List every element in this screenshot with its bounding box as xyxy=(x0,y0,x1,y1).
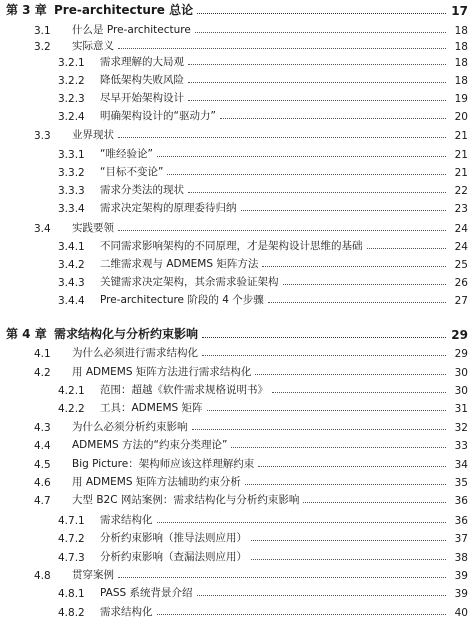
toc-subsection-line xyxy=(0,199,474,215)
toc-entry-title: Pre-architecture 总论 xyxy=(54,3,194,17)
toc-entry-page-number: 21 xyxy=(454,167,468,179)
toc-entry-title: 需求决定架构的原理委待归纳 xyxy=(100,202,237,214)
dot-leader xyxy=(157,156,446,157)
toc-subsection-line xyxy=(0,255,474,271)
toc-entry-number: 3.3.3 xyxy=(58,185,85,197)
toc-entry-page-number: 33 xyxy=(454,440,468,452)
toc-entry-page-number: 24 xyxy=(454,241,468,253)
dot-leader xyxy=(272,392,446,393)
dot-leader xyxy=(157,614,447,615)
toc-entry-page-number: 22 xyxy=(454,185,468,197)
toc-entry-title: 什么是 Pre-architecture xyxy=(72,24,191,36)
toc-entry-page-number: 37 xyxy=(454,533,468,545)
toc-entry-title: 贯穿案例 xyxy=(72,569,114,581)
toc-section-line xyxy=(0,21,474,37)
toc-entry-page-number: 24 xyxy=(454,223,468,235)
dot-leader xyxy=(188,192,446,193)
toc-entry-number: 3.3.1 xyxy=(58,149,85,161)
toc-entry-number: 4.5 xyxy=(34,459,51,471)
toc-entry-title: Big Picture：架构师应该这样理解约束 xyxy=(72,458,255,470)
toc-entry-title: 大型 B2C 网站案例：需求结构化与分析约束影响 xyxy=(72,494,300,506)
dot-leader xyxy=(255,374,446,375)
toc-entry-title: ADMEMS 方法的“约束分类理论” xyxy=(72,439,228,451)
toc-entry-number: 3.3.2 xyxy=(58,167,85,179)
toc-subsection-line xyxy=(0,181,474,197)
dot-leader xyxy=(283,284,447,285)
toc-section-line xyxy=(0,473,474,489)
toc-entry-title: 业界现状 xyxy=(72,129,114,141)
toc-subsection-line xyxy=(0,89,474,105)
dot-leader xyxy=(245,484,446,485)
toc-entry-number: 4.8.1 xyxy=(58,588,85,600)
dot-leader xyxy=(231,447,446,448)
toc-entry-page-number: 39 xyxy=(454,588,468,600)
dot-leader xyxy=(188,100,446,101)
dot-leader xyxy=(157,522,447,523)
toc-entry-page-number: 35 xyxy=(454,477,468,489)
dot-leader xyxy=(188,82,446,83)
toc-entry-title: 尽早开始架构设计 xyxy=(100,92,184,104)
toc-entry-page-number: 23 xyxy=(454,203,468,215)
toc-entry-title: 需求结构化与分析约束影响 xyxy=(54,327,199,341)
dot-leader xyxy=(167,174,446,175)
toc-entry-number: 3.2.2 xyxy=(58,75,85,87)
toc-entry-page-number: 36 xyxy=(454,515,468,527)
dot-leader xyxy=(258,466,446,467)
toc-entry-page-number: 27 xyxy=(454,295,468,307)
toc-entry-page-number: 38 xyxy=(454,552,468,564)
dot-leader xyxy=(303,502,446,503)
toc-subsection-line xyxy=(0,529,474,545)
toc-section-line xyxy=(0,436,474,452)
toc-subsection-line xyxy=(0,163,474,179)
toc-entry-page-number: 29 xyxy=(454,348,468,360)
toc-entry-number: 第 4 章 xyxy=(6,327,47,341)
toc-entry-number: 3.4.3 xyxy=(58,277,85,289)
dot-leader xyxy=(197,595,446,596)
toc-entry-page-number: 29 xyxy=(451,328,468,342)
toc-entry-number: 4.6 xyxy=(34,477,51,489)
toc-entry-title: 不同需求影响架构的不同原理，才是架构设计思维的基础 xyxy=(100,240,363,252)
toc-section-line xyxy=(0,491,474,507)
toc-entry-number: 4.7.2 xyxy=(58,533,85,545)
toc-subsection-line xyxy=(0,548,474,564)
toc-entry-title: 二维需求观与 ADMEMS 矩阵方法 xyxy=(100,258,259,270)
toc-entry-page-number: 25 xyxy=(454,259,468,271)
toc-entry-title: 范围：超越《软件需求规格说明书》 xyxy=(100,384,268,396)
toc-entry-number: 3.3 xyxy=(34,130,51,142)
toc-entry-title: 为什么必须分析约束影响 xyxy=(72,421,188,433)
toc-entry-title: “目标不变论” xyxy=(100,166,164,178)
toc-section-line xyxy=(0,219,474,235)
toc-entry-title: “唯经验论” xyxy=(100,148,153,160)
toc-entry-title: 需求结构化 xyxy=(100,606,153,618)
dot-leader xyxy=(220,118,446,119)
dot-leader xyxy=(251,559,446,560)
toc-subsection-line xyxy=(0,53,474,69)
toc-subsection-line xyxy=(0,584,474,600)
toc-entry-title: 用 ADMEMS 矩阵方法辅助约束分析 xyxy=(72,476,241,488)
dot-leader xyxy=(202,337,446,338)
toc-entry-title: 为什么必须进行需求结构化 xyxy=(72,347,198,359)
toc-entry-number: 3.4.1 xyxy=(58,241,85,253)
dot-leader xyxy=(207,410,446,411)
toc-entry-title: 工具：ADMEMS 矩阵 xyxy=(100,402,203,414)
toc-subsection-line xyxy=(0,107,474,123)
toc-entry-number: 4.3 xyxy=(34,422,51,434)
toc-entry-title: 实践要领 xyxy=(72,222,114,234)
dot-leader xyxy=(262,266,446,267)
toc-subsection-line xyxy=(0,145,474,161)
toc-section-line xyxy=(0,455,474,471)
toc-section-line xyxy=(0,126,474,142)
toc-subsection-line xyxy=(0,603,474,619)
toc-section-line xyxy=(0,363,474,379)
dot-leader xyxy=(251,540,446,541)
dot-leader xyxy=(118,137,446,138)
dot-leader xyxy=(195,32,446,33)
toc-entry-page-number: 26 xyxy=(454,277,468,289)
toc-entry-page-number: 36 xyxy=(454,495,468,507)
toc-entry-title: 关键需求决定架构，其余需求验证架构 xyxy=(100,276,279,288)
toc-entry-number: 4.1 xyxy=(34,348,51,360)
toc-entry-number: 3.2 xyxy=(34,41,51,53)
toc-entry-page-number: 18 xyxy=(454,75,468,87)
toc-entry-title: PASS 系统背景介绍 xyxy=(100,587,193,599)
toc-entry-number: 4.7 xyxy=(34,495,51,507)
toc-entry-number: 3.2.3 xyxy=(58,93,85,105)
toc-entry-number: 4.7.1 xyxy=(58,515,85,527)
toc-subsection-line xyxy=(0,511,474,527)
toc-entry-page-number: 30 xyxy=(454,367,468,379)
dot-leader xyxy=(241,210,447,211)
dot-leader xyxy=(202,355,446,356)
toc-entry-number: 4.8.2 xyxy=(58,607,85,619)
toc-chapter-line xyxy=(0,326,474,342)
toc-entry-title: 降低架构失败风险 xyxy=(100,74,184,86)
toc-subsection-line xyxy=(0,71,474,87)
toc-entry-page-number: 17 xyxy=(451,4,468,18)
toc-entry-number: 3.2.1 xyxy=(58,57,85,69)
toc-entry-title: 需求结构化 xyxy=(100,514,153,526)
toc-entry-number: 4.8 xyxy=(34,570,51,582)
toc-entry-page-number: 18 xyxy=(454,41,468,53)
toc-entry-page-number: 30 xyxy=(454,385,468,397)
toc-entry-page-number: 21 xyxy=(454,130,468,142)
toc-entry-number: 3.4 xyxy=(34,223,51,235)
toc-entry-number: 4.4 xyxy=(34,440,51,452)
toc-entry-title: 分析约束影响（推导法则应用） xyxy=(100,532,247,544)
dot-leader xyxy=(192,429,447,430)
toc-entry-page-number: 20 xyxy=(454,111,468,123)
toc-entry-page-number: 39 xyxy=(454,570,468,582)
dot-leader xyxy=(367,248,447,249)
toc-entry-page-number: 31 xyxy=(454,403,468,415)
toc-entry-page-number: 18 xyxy=(454,25,468,37)
toc-entry-page-number: 18 xyxy=(454,57,468,69)
toc-entry-title: 分析约束影响（查漏法则应用） xyxy=(100,551,247,563)
toc-chapter-line xyxy=(0,2,474,18)
toc-subsection-line xyxy=(0,291,474,307)
toc-subsection-line xyxy=(0,381,474,397)
toc-entry-title: 用 ADMEMS 矩阵方法进行需求结构化 xyxy=(72,366,252,378)
toc-section-line xyxy=(0,418,474,434)
dot-leader xyxy=(118,48,446,49)
toc-section-line xyxy=(0,37,474,53)
toc-entry-page-number: 32 xyxy=(454,422,468,434)
dot-leader xyxy=(197,13,446,14)
toc-entry-number: 4.2.2 xyxy=(58,403,85,415)
toc-subsection-line xyxy=(0,237,474,253)
toc-entry-number: 3.2.4 xyxy=(58,111,85,123)
toc-section-line xyxy=(0,344,474,360)
toc-entry-number: 3.3.4 xyxy=(58,203,85,215)
toc-entry-title: 实际意义 xyxy=(72,40,114,52)
dot-leader xyxy=(188,64,446,65)
toc-entry-title: 需求理解的大局观 xyxy=(100,56,184,68)
toc-entry-number: 第 3 章 xyxy=(6,3,47,17)
dot-leader xyxy=(118,230,446,231)
dot-leader xyxy=(268,302,446,303)
toc-section-line xyxy=(0,566,474,582)
toc-subsection-line xyxy=(0,399,474,415)
toc-entry-number: 4.7.3 xyxy=(58,552,85,564)
dot-leader xyxy=(118,577,446,578)
toc-entry-title: 需求分类法的现状 xyxy=(100,184,184,196)
toc-entry-number: 4.2 xyxy=(34,367,51,379)
toc-entry-number: 3.4.4 xyxy=(58,295,85,307)
toc-entry-page-number: 40 xyxy=(454,607,468,619)
toc-entry-number: 3.4.2 xyxy=(58,259,85,271)
toc-entry-page-number: 21 xyxy=(454,149,468,161)
toc-entry-number: 3.1 xyxy=(34,25,51,37)
toc-entry-page-number: 34 xyxy=(454,459,468,471)
toc-entry-number: 4.2.1 xyxy=(58,385,85,397)
toc-entry-title: Pre-architecture 阶段的 4 个步骤 xyxy=(100,294,264,306)
toc-subsection-line xyxy=(0,273,474,289)
toc-entry-title: 明确架构设计的“驱动力” xyxy=(100,110,216,122)
toc-entry-page-number: 19 xyxy=(454,93,468,105)
